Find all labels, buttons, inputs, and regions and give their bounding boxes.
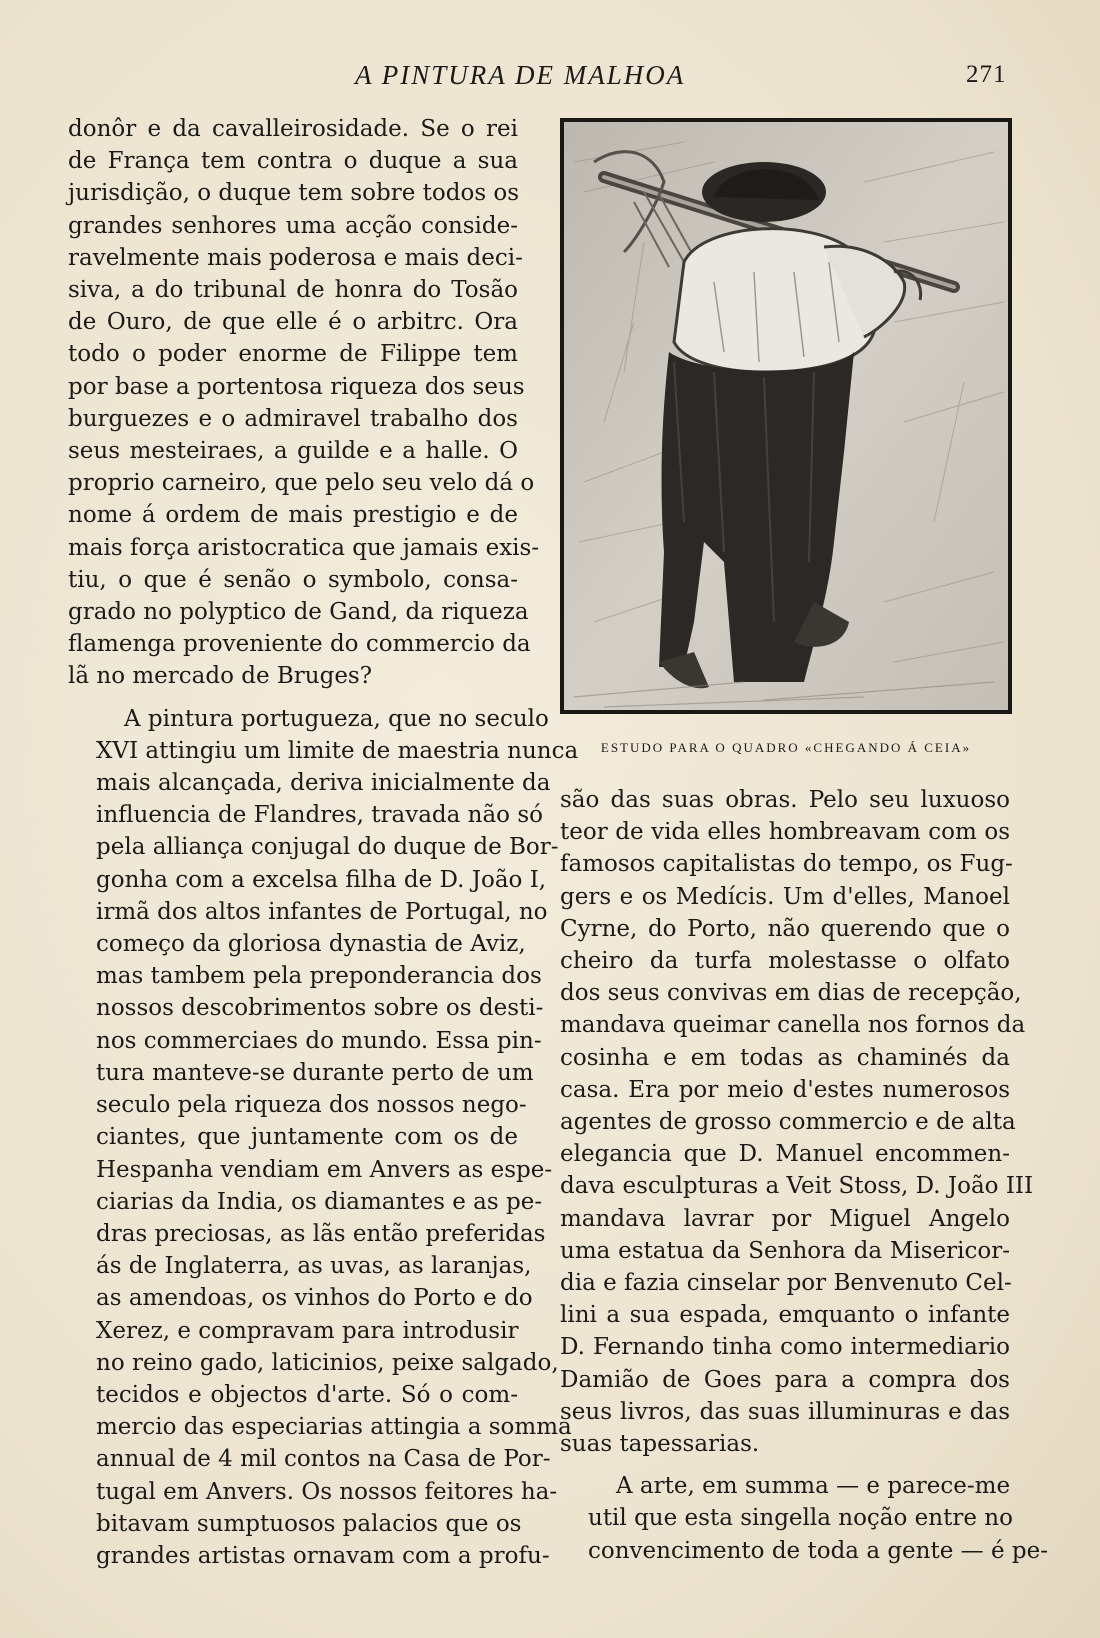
- text-line: lini a sua espada, emquanto o infante: [560, 1302, 1010, 1329]
- figure-caption: ESTUDO PARA O QUADRO «CHEGANDO Á CEIA»: [600, 740, 972, 755]
- page-number: 271: [966, 61, 1007, 88]
- text-line: tecidos e objectos d'arte. Só o com-: [96, 1381, 518, 1408]
- text-line: irmã dos altos infantes de Portugal, no: [96, 898, 548, 925]
- text-line: proprio carneiro, que pelo seu velo dá o: [68, 470, 535, 497]
- text-line: famosos capitalistas do tempo, os Fug-: [560, 851, 1013, 878]
- text-line: mais força aristocratica que jamais exis-: [68, 534, 540, 561]
- text-line: donôr e da cavalleirosidade. Se o rei: [68, 116, 518, 142]
- text-line: nome á ordem de mais prestigio e de: [68, 502, 518, 529]
- text-line: ás de Inglaterra, as uvas, as laranjas,: [96, 1253, 532, 1280]
- paragraph-gap: [68, 693, 518, 703]
- text-line: tugal em Anvers. Os nossos feitores ha-: [96, 1478, 558, 1505]
- text-line: grado no polyptico de Gand, da riqueza: [68, 599, 529, 626]
- text-line: mais alcançada, deriva inicialmente da: [96, 770, 551, 797]
- text-line: util que esta singella noção entre no: [588, 1505, 1013, 1532]
- text-line: de França tem contra o duque a sua: [68, 148, 518, 175]
- text-line: mandava queimar canella nos fornos da: [560, 1012, 1026, 1039]
- paragraph-a-arte: [560, 1470, 1048, 1567]
- text-line: elegancia que D. Manuel encommen-: [560, 1141, 1010, 1168]
- text-line: agentes de grosso commercio e de alta: [560, 1109, 1016, 1136]
- text-line: A arte, em summa — e parece-me: [616, 1473, 1011, 1500]
- text-line: Xerez, e compravam para introdusir: [96, 1317, 519, 1344]
- text-line: todo o poder enorme de Filippe tem: [68, 341, 518, 368]
- text-line: ravelmente mais poderosa e mais deci-: [68, 244, 523, 271]
- text-line: dos seus convivas em dias de recepção,: [560, 980, 1022, 1007]
- text-line: bitavam sumptuosos palacios que os: [96, 1510, 522, 1537]
- text-line: por base a portentosa riqueza dos seus: [68, 373, 525, 400]
- text-line: teor de vida elles hombreavam com os: [560, 819, 1010, 846]
- text-line: grandes senhores uma acção conside-: [68, 212, 518, 239]
- text-line: nos commerciaes do mundo. Essa pin-: [96, 1027, 542, 1054]
- text-line: burguezes e o admiravel trabalho dos: [68, 405, 518, 432]
- text-line: tura manteve-se durante perto de um: [96, 1059, 534, 1086]
- running-title: A PINTURA DE MALHOA: [355, 60, 686, 90]
- text-line: siva, a do tribunal de honra do Tosão: [68, 277, 518, 304]
- text-line: ciarias da India, os diamantes e as pe-: [96, 1188, 543, 1215]
- illustration-sketch: [560, 118, 1012, 714]
- text-line: tiu, o que é senão o symbolo, consa-: [68, 566, 518, 593]
- running-head: [0, 58, 1100, 98]
- text-line: mandava lavrar por Miguel Angelo: [560, 1205, 1010, 1232]
- text-line: no reino gado, laticinios, peixe salgado,: [96, 1349, 559, 1376]
- paragraph-pintura-portugueza: [68, 703, 579, 1572]
- text-line: convencimento de toda a gente — é pe-: [588, 1537, 1048, 1564]
- text-line: A pintura portugueza, que no seculo: [124, 705, 549, 732]
- text-line: pela alliança conjugal do duque de Bor-: [96, 834, 559, 861]
- text-line: influencia de Flandres, travada não só: [96, 802, 543, 829]
- text-line: são das suas obras. Pelo seu luxuoso: [560, 787, 1010, 813]
- text-line: Hespanha vendiam em Anvers as espe-: [96, 1156, 553, 1183]
- text-line: grandes artistas ornavam com a profu-: [96, 1542, 550, 1569]
- text-line: gers e os Medícis. Um d'elles, Manoel: [560, 883, 1010, 910]
- text-line: annual de 4 mil contos na Casa de Por-: [96, 1446, 551, 1473]
- paragraph-carneiro: [68, 113, 540, 693]
- text-line: cheiro da turfa molestasse o olfato: [560, 948, 1010, 975]
- text-line: D. Fernando tinha como intermediario: [560, 1334, 1010, 1361]
- text-line: dia e fazia cinselar por Benvenuto Cel-: [560, 1270, 1012, 1297]
- text-line: uma estatua da Senhora da Misericor-: [560, 1237, 1010, 1264]
- text-line: XVI attingiu um limite de maestria nunca: [96, 737, 579, 764]
- text-line: lã no mercado de Bruges?: [68, 663, 373, 690]
- text-line: nossos descobrimentos sobre os desti-: [96, 995, 544, 1022]
- text-line: dava esculpturas a Veit Stoss, D. João III: [560, 1173, 1034, 1200]
- text-line: seculo pela riqueza dos nossos nego-: [96, 1092, 527, 1119]
- text-line: suas tapessarias.: [560, 1431, 760, 1458]
- text-line: cosinha e em todas as chaminés da: [560, 1044, 1010, 1071]
- text-line: seus mesteiraes, a guilde e a halle. O: [68, 438, 518, 465]
- paragraph-gap: [560, 1460, 1010, 1470]
- text-line: as amendoas, os vinhos do Porto e do: [96, 1285, 533, 1312]
- text-line: jurisdição, o duque tem sobre todos os: [68, 180, 520, 207]
- paragraph-feitores: [560, 784, 1034, 1460]
- text-line: casa. Era por meio d'estes numerosos: [560, 1076, 1010, 1103]
- text-line: seus livros, das suas illuminuras e das: [560, 1398, 1010, 1425]
- text-line: Cyrne, do Porto, não querendo que o: [560, 915, 1010, 942]
- text-line: flamenga proveniente do commercio da: [68, 631, 531, 658]
- text-line: mercio das especiarias attingia a somma: [96, 1414, 572, 1441]
- text-line: ciantes, que juntamente com os de: [96, 1124, 518, 1151]
- text-line: mas tambem pela preponderancia dos: [96, 963, 542, 990]
- right-column: [560, 784, 1048, 1567]
- sketch-drawing: [564, 122, 1008, 710]
- text-line: dras preciosas, as lãs então preferidas: [96, 1220, 546, 1247]
- text-line: gonha com a excelsa filha de D. João I,: [96, 866, 547, 893]
- text-line: Damião de Goes para a compra dos: [560, 1366, 1010, 1393]
- text-line: começo da gloriosa dynastia de Aviz,: [96, 931, 526, 958]
- left-column: [68, 113, 579, 1572]
- text-line: de Ouro, de que elle é o arbitrc. Ora: [68, 309, 518, 336]
